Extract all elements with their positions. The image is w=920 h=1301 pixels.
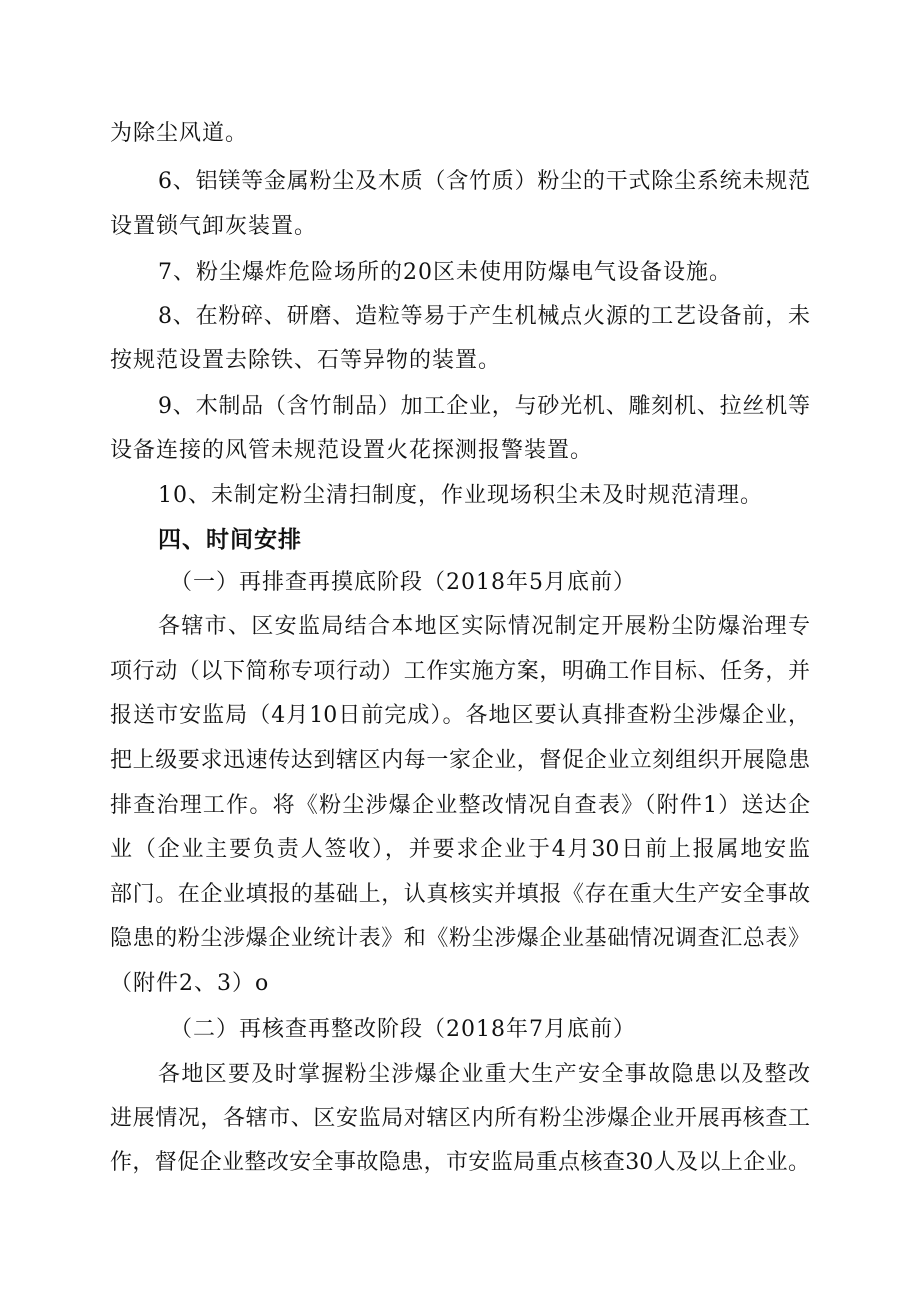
text-line: 各地区要及时掌握粉尘涉爆企业重大生产安全事故隐患以及整改 [158, 1062, 810, 1087]
text-line: 部门。在企业填报的基础上，认真核实并填报《存在重大生产安全事故 [110, 882, 810, 907]
text-line: 为除尘风道。 [110, 121, 249, 146]
text-line: 7、粉尘爆炸危险场所的20区未使用防爆电气设备设施。 [158, 260, 732, 285]
text-line: 10、未制定粉尘清扫制度，作业现场积尘未及时规范清理。 [158, 483, 763, 508]
text-line: 按规范设置去除铁、石等异物的装置。 [110, 348, 502, 373]
text-line: 报送市安监局（4月10日前完成）。各地区要认真排查粉尘涉爆企业， [110, 703, 810, 728]
section-heading: 四、时间安排 [158, 527, 302, 553]
text-line: 把上级要求迅速传达到辖区内每一家企业，督促企业立刻组织开展隐患 [110, 748, 810, 773]
text-line: 进展情况，各辖市、区安监局对辖区内所有粉尘涉爆企业开展再核查工 [110, 1106, 810, 1131]
subsection-heading: （二）再核查再整改阶段（2018年7月底前） [170, 1017, 636, 1042]
text-line: 设备连接的风管未规范设置火花探测报警装置。 [110, 438, 594, 463]
text-line: 设置锁气卸灰装置。 [110, 214, 318, 239]
text-line: 项行动（以下简称专项行动）工作实施方案，明确工作目标、任务，并 [110, 659, 810, 684]
text-line: 8、在粉碎、研磨、造粒等易于产生机械点火源的工艺设备前，未 [158, 304, 810, 329]
text-line: 业（企业主要负责人签收），并要求企业于4月30日前上报属地安监 [110, 837, 810, 862]
subsection-heading: （一）再排查再摸底阶段（2018年5月底前） [170, 570, 636, 595]
text-line: 排查治理工作。将《粉尘涉爆企业整改情况自查表》（附件1）送达企 [110, 793, 810, 818]
text-line: 作，督促企业整改安全事故隐患，市安监局重点核查30人及以上企业。 [110, 1150, 810, 1175]
text-line: 隐患的粉尘涉爆企业统计表》和《粉尘涉爆企业基础情况调查汇总表》 [110, 926, 810, 951]
text-line: 9、木制品（含竹制品）加工企业，与砂光机、雕刻机、拉丝机等 [158, 394, 810, 419]
text-line: （附件2、3）o [110, 971, 270, 996]
text-line: 6、铝镁等金属粉尘及木质（含竹质）粉尘的干式除尘系统未规范 [158, 169, 810, 194]
text-line: 各辖市、区安监局结合本地区实际情况制定开展粉尘防爆治理专 [158, 614, 810, 639]
